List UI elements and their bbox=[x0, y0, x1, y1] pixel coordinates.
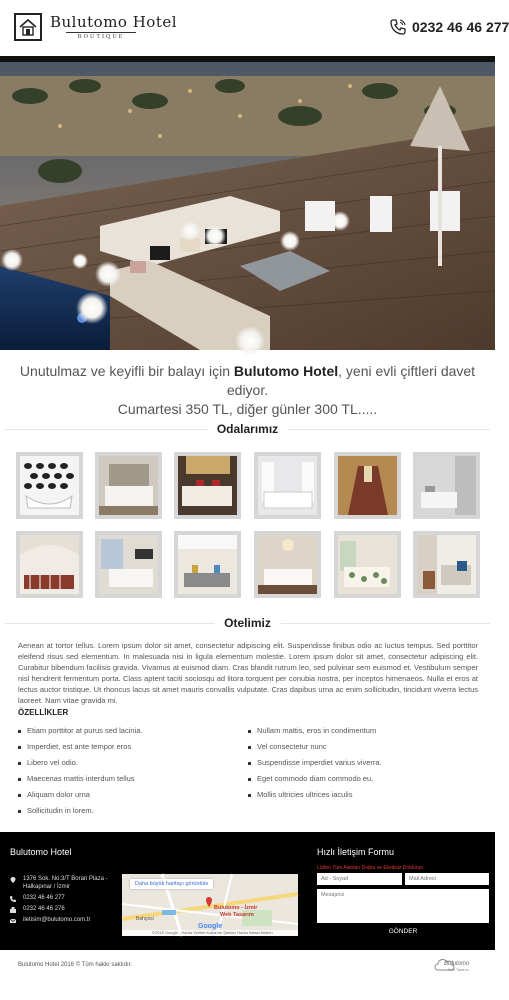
map-enlarge-link[interactable]: Daha büyük haritayı görüntüle bbox=[130, 879, 213, 889]
fax-icon bbox=[10, 907, 16, 913]
house-icon bbox=[14, 13, 42, 41]
header-phone[interactable] bbox=[390, 19, 509, 35]
promo-brand: Bulutomo Hotel bbox=[233, 363, 339, 379]
feature-item: Eget commodo diam commodo eu. bbox=[248, 774, 373, 783]
google-logo-text: Google bbox=[198, 923, 223, 930]
copyright-text: Bulutomo Hotel 2016 © Tüm hakkı saklıdır. bbox=[18, 962, 133, 968]
feature-item: Vel consectetur nunc bbox=[248, 742, 327, 751]
contact-email[interactable] bbox=[10, 917, 90, 924]
phone-icon bbox=[10, 896, 16, 902]
address-line-1: 1376 Sok. No:3/T Boran Plaza - bbox=[23, 876, 108, 882]
contact-address bbox=[10, 876, 108, 890]
promo-line-1-end: , yeni evli çiftleri davet ediyor. bbox=[226, 363, 476, 398]
message-textarea[interactable] bbox=[317, 889, 489, 923]
footer-title: Bulutomo Hotel bbox=[10, 847, 72, 857]
brand-subtitle: BOUTIQUE bbox=[66, 32, 136, 40]
hero-top-bar bbox=[0, 56, 495, 62]
room-photo-10[interactable] bbox=[254, 531, 321, 598]
features-title: ÖZELLİKLER bbox=[18, 708, 69, 717]
brand-name: Bulutomo Hotel bbox=[50, 13, 178, 31]
room-photo-4[interactable] bbox=[254, 452, 321, 519]
agency-logo-text: Bulutomo bbox=[444, 961, 470, 967]
contact-phone-2[interactable] bbox=[10, 906, 65, 913]
form-warning: Lütfen Tüm Alanları Doğru ve Eksiksiz Doldurun bbox=[317, 865, 424, 871]
room-photo-3[interactable] bbox=[174, 452, 241, 519]
location-map[interactable] bbox=[122, 874, 298, 936]
map-marker-label-2: Web Tasarım bbox=[220, 912, 254, 918]
contact-phone-1[interactable] bbox=[10, 895, 65, 902]
promo-line-1-start: Unutulmaz ve keyifli bir balayı için bbox=[19, 363, 234, 379]
map-place-label: Bahçesi bbox=[136, 916, 154, 922]
room-photo-12[interactable] bbox=[413, 531, 480, 598]
about-paragraph: Aenean at tortor tellus. Lorem ipsum dolor sit amet, consectetur adipiscing elit. Suspendisse finibus odio ac luctus tempus. Sed porttitor eleifend risus sed elementum. In malesuada nisi in ligula elementum molestie. Lorem ipsum dolor sit amet, consectetur adipiscing elit. Curabitur bibendum facilisis gravida. Vivamus at euismod diam. Cras blandit rutrum leo, sed pulvinar sem euismod et. Vestibulum semper nisl hendrerit fermentum porta. Class aptent taciti sociosqu ad litora torquent per conubia nostra, per inceptos himenaeos. Nulla et eros at lectus auctor tristique. Ut rhoncus lacus sit amet mauris convallis vulputate. Cras dapibus urna ac enim sollicitudin, tincidunt viverra lectus laoreet. Nam vitae gravida mi. bbox=[18, 641, 478, 705]
rooms-section-title bbox=[0, 420, 495, 440]
about-title: Otelimiz bbox=[214, 616, 281, 630]
email-input[interactable] bbox=[405, 873, 489, 885]
name-input[interactable] bbox=[317, 873, 402, 885]
phone-2-text: 0232 46 46 276 bbox=[23, 906, 65, 912]
promo-text bbox=[0, 362, 495, 419]
bottom-bar bbox=[0, 950, 495, 1000]
room-photo-9[interactable] bbox=[174, 531, 241, 598]
feature-item: Libero vel odio. bbox=[18, 758, 78, 767]
site-logo[interactable] bbox=[14, 13, 177, 41]
about-section-title bbox=[0, 614, 495, 634]
room-photo-6[interactable] bbox=[413, 452, 480, 519]
agency-logo[interactable] bbox=[434, 956, 482, 981]
feature-item: Suspendisse imperdiet varius viverra. bbox=[248, 758, 382, 767]
location-icon bbox=[10, 877, 16, 883]
site-header bbox=[0, 0, 509, 56]
agency-logo-sub: Web Tasarım bbox=[448, 968, 469, 972]
hero-image bbox=[0, 56, 495, 350]
phone-number: 0232 46 46 277 bbox=[412, 19, 509, 35]
room-photo-8[interactable] bbox=[95, 531, 162, 598]
room-photo-5[interactable] bbox=[334, 452, 401, 519]
promo-line-1 bbox=[0, 362, 495, 400]
feature-item: Nullam mattis, eros in condimentum bbox=[248, 726, 376, 735]
send-button[interactable]: GÖNDER bbox=[317, 926, 489, 936]
feature-item: Imperdiet, est ante tempor eros bbox=[18, 742, 131, 751]
email-icon bbox=[10, 918, 16, 924]
room-photo-11[interactable] bbox=[334, 531, 401, 598]
feature-item: Sollicitudin in lorem. bbox=[18, 806, 94, 815]
feature-item: Etiam porttitor at purus sed lacinia. bbox=[18, 726, 142, 735]
feature-item: Aliquam dolor urna bbox=[18, 790, 90, 799]
promo-line-2: Cumartesi 350 TL, diğer günler 300 TL..... bbox=[117, 401, 378, 417]
google-logo bbox=[198, 923, 222, 930]
feature-item: Maecenas mattis interdum tellus bbox=[18, 774, 135, 783]
email-text: iletisim@bulutomo.com.tr bbox=[23, 917, 91, 923]
room-photo-1[interactable] bbox=[16, 452, 83, 519]
map-marker-label-1: Bulutomo - İzmir bbox=[214, 905, 258, 911]
address-line-2: Halkapınar / İzmir bbox=[23, 884, 71, 890]
room-photo-7[interactable] bbox=[16, 531, 83, 598]
feature-item: Mollis ultricies ultrices iaculis bbox=[248, 790, 352, 799]
room-photo-2[interactable] bbox=[95, 452, 162, 519]
form-title: Hızlı İletişim Formu bbox=[317, 847, 395, 857]
rooms-title: Odalarımız bbox=[207, 422, 288, 436]
phone-1-text: 0232 46 46 277 bbox=[23, 895, 65, 901]
phone-icon bbox=[390, 19, 406, 35]
map-attribution[interactable]: ©2015 Google - Harita Verileri Kullanım Şartları Harita hatası bildirin bbox=[122, 930, 298, 936]
